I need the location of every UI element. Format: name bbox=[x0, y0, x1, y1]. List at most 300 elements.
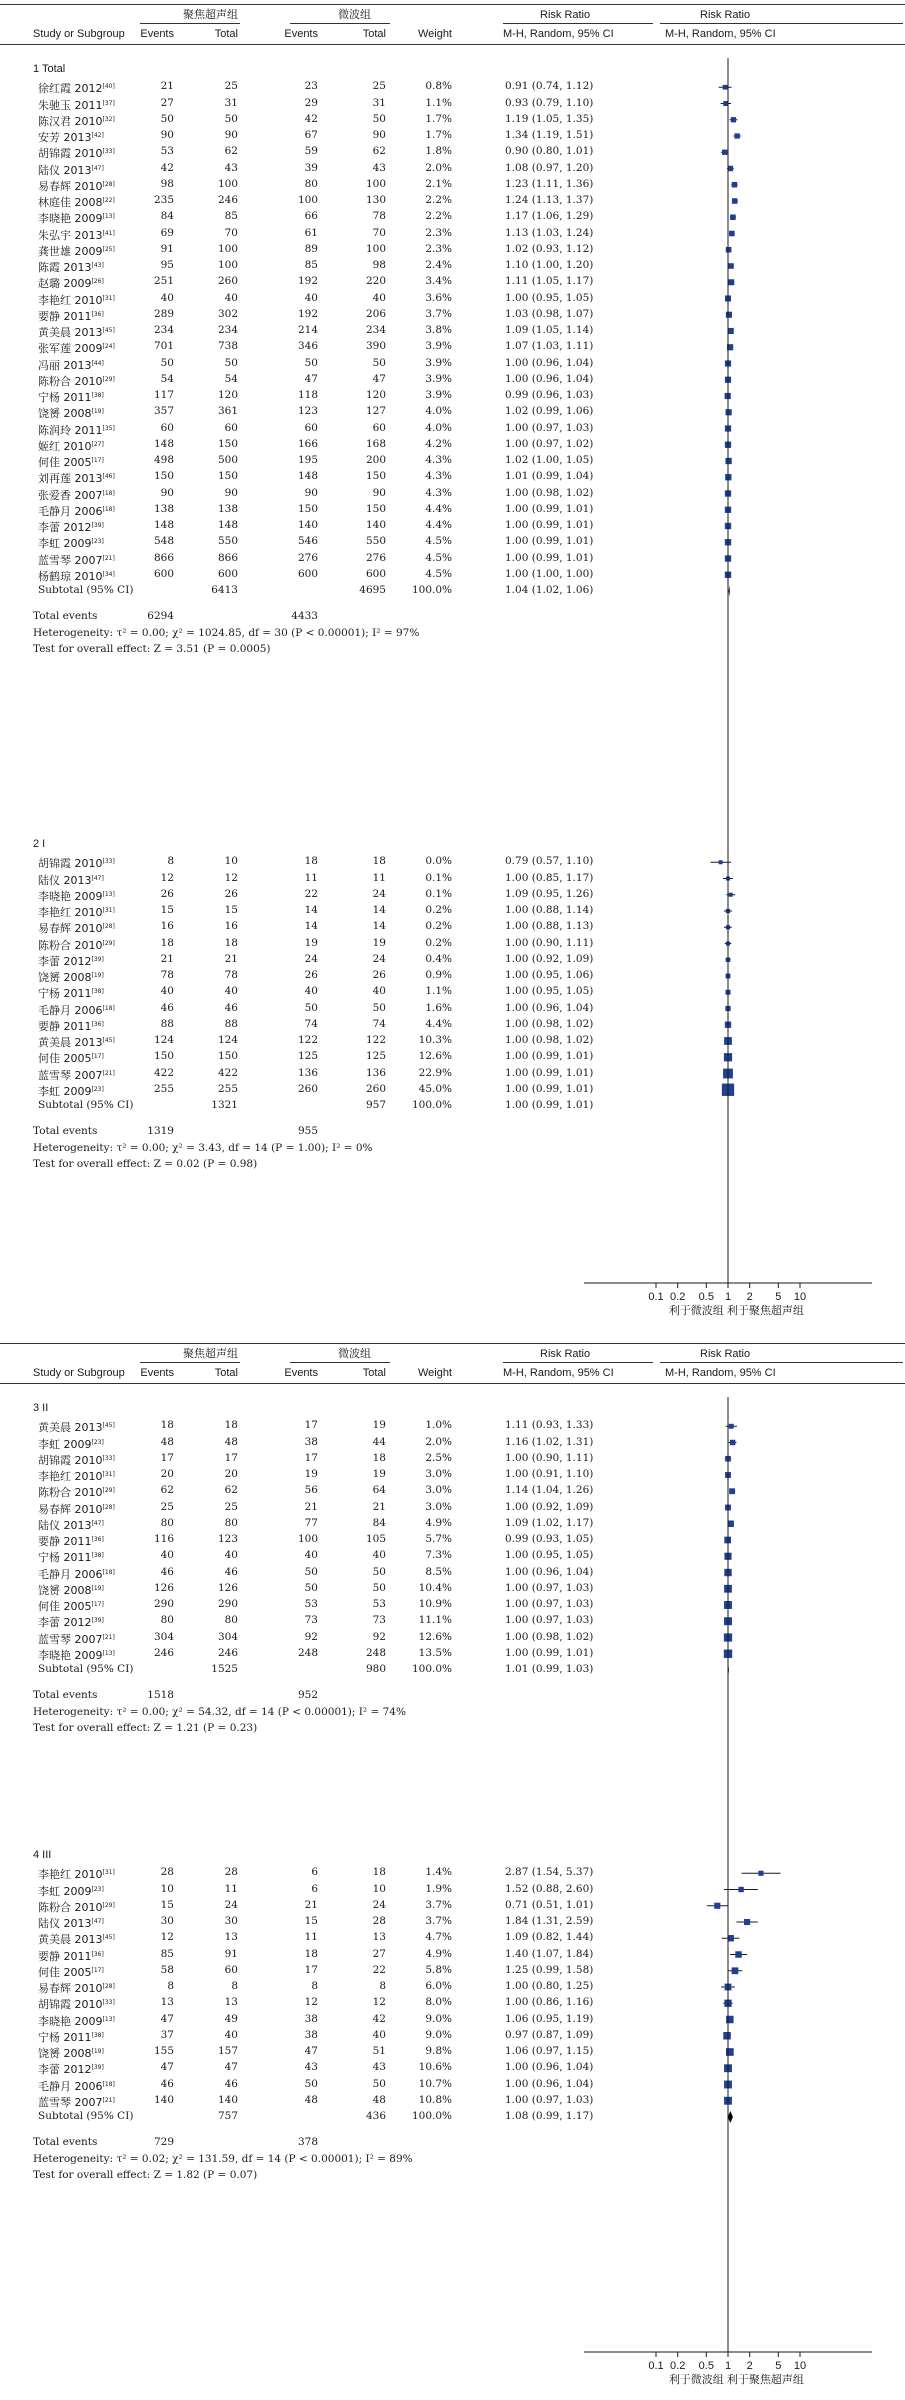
weight-value: 9.8% bbox=[425, 2045, 452, 2057]
events-exp: 80 bbox=[160, 1516, 174, 1529]
subtotal-total-ctrl: 436 bbox=[365, 2110, 386, 2122]
study-name bbox=[38, 1597, 104, 1614]
weight-value: 3.4% bbox=[425, 275, 452, 288]
total-ctrl: 40 bbox=[372, 291, 386, 304]
study-label: 胡锦霞 2010 bbox=[38, 1998, 103, 2012]
group-ctrl-header: 微波组 bbox=[338, 1348, 371, 1360]
study-box bbox=[723, 2032, 731, 2040]
total-exp: 60 bbox=[224, 1963, 238, 1976]
risk-ratio-ci: 1.34 (1.19, 1.51) bbox=[505, 129, 594, 141]
study-name bbox=[38, 1451, 115, 1468]
events-ctrl: 17 bbox=[304, 1419, 318, 1432]
total-exp: 255 bbox=[217, 1082, 238, 1095]
subtotal-diamond bbox=[729, 585, 730, 597]
study-box bbox=[725, 425, 731, 431]
study-label: 胡锦霞 2010 bbox=[38, 147, 103, 161]
axis-top-tick-label: 0.5 bbox=[698, 1291, 714, 1303]
study-ref: [28] bbox=[102, 1503, 115, 1511]
study-box bbox=[732, 198, 738, 204]
study-name bbox=[38, 502, 115, 519]
study-label: 饶赟 2008 bbox=[38, 407, 92, 421]
study-name bbox=[38, 291, 115, 308]
study-label: 陆仪 2013 bbox=[38, 873, 92, 887]
weight-value: 10.9% bbox=[418, 1598, 452, 1610]
subtotal-rr-ci: 1.01 (0.99, 1.03) bbox=[505, 1663, 594, 1675]
subtotal-total-exp: 1525 bbox=[211, 1663, 238, 1675]
weight-header: Weight bbox=[417, 1367, 452, 1379]
total-events-ctrl: 378 bbox=[297, 2136, 318, 2149]
events-exp: 10 bbox=[160, 1882, 174, 1895]
risk-ratio-ci: 1.00 (0.91, 1.10) bbox=[505, 1468, 594, 1480]
study-name bbox=[38, 193, 115, 210]
study-ref: [23] bbox=[91, 1438, 104, 1446]
total-exp: 150 bbox=[217, 1050, 238, 1063]
events-ctrl: 29 bbox=[304, 96, 318, 109]
total-exp: 90 bbox=[224, 129, 238, 141]
study-box bbox=[725, 377, 731, 383]
risk-ratio-ci: 0.99 (0.96, 1.03) bbox=[505, 389, 594, 401]
risk-ratio-ci: 1.00 (0.96, 1.04) bbox=[505, 356, 594, 369]
total-exp: 246 bbox=[217, 1646, 238, 1659]
study-label: 李蕾 2012 bbox=[38, 954, 92, 968]
study-box bbox=[728, 263, 734, 269]
events-ctrl: 100 bbox=[297, 1533, 318, 1545]
risk-ratio-ci: 1.02 (1.00, 1.05) bbox=[505, 454, 594, 466]
total-ctrl: 92 bbox=[372, 1630, 386, 1643]
weight-value: 5.8% bbox=[425, 1963, 452, 1976]
study-label: 李晓艳 2009 bbox=[38, 1648, 103, 1662]
total-ctrl: 100 bbox=[365, 242, 386, 255]
weight-value: 4.3% bbox=[425, 454, 452, 466]
events-exp: 47 bbox=[160, 2012, 174, 2025]
study-label: 李蕾 2012 bbox=[38, 2063, 92, 2077]
group-exp-underline bbox=[140, 23, 240, 24]
study-name bbox=[38, 1565, 115, 1582]
events-ctrl: 26 bbox=[304, 969, 318, 981]
study-name bbox=[38, 177, 115, 194]
subtotal-diamond bbox=[728, 2111, 733, 2123]
total-ctrl: 73 bbox=[372, 1614, 386, 1627]
weight-value: 1.9% bbox=[425, 1882, 452, 1895]
risk-ratio-ci: 1.00 (0.92, 1.09) bbox=[505, 952, 594, 965]
total-exp: 246 bbox=[217, 194, 238, 206]
total-ctrl: 27 bbox=[372, 1947, 386, 1960]
study-label: 冯丽 2013 bbox=[38, 358, 92, 372]
risk-ratio-ci: 1.09 (1.05, 1.14) bbox=[505, 324, 594, 336]
risk-ratio-ci: 1.00 (0.97, 1.02) bbox=[505, 437, 594, 450]
study-box bbox=[728, 279, 734, 285]
subgroup-title: 3 II bbox=[33, 1402, 49, 1414]
risk-ratio-ci: 1.01 (0.99, 1.04) bbox=[505, 470, 594, 483]
events-exp: 28 bbox=[160, 1866, 174, 1879]
total-ctrl: 24 bbox=[372, 952, 386, 965]
study-ref: [43] bbox=[91, 262, 104, 269]
subgroup-title: 2 I bbox=[33, 838, 46, 850]
axis-top-tick-label: 0.1 bbox=[648, 1291, 664, 1303]
events-exp: 255 bbox=[153, 1082, 174, 1095]
events-ctrl: 140 bbox=[297, 519, 318, 531]
risk-ratio-ci: 1.08 (0.97, 1.20) bbox=[505, 161, 594, 174]
total-header: Total bbox=[214, 28, 238, 40]
rr-text-underline bbox=[503, 23, 653, 24]
weight-value: 4.0% bbox=[425, 421, 452, 434]
events-ctrl: 214 bbox=[297, 324, 318, 336]
events-ctrl: 85 bbox=[304, 259, 318, 271]
total-ctrl: 14 bbox=[372, 904, 386, 916]
weight-value: 8.0% bbox=[425, 1996, 452, 2009]
events-ctrl: 192 bbox=[297, 307, 318, 320]
study-label: 饶赟 2008 bbox=[38, 971, 92, 984]
total-ctrl: 168 bbox=[365, 437, 386, 450]
study-name bbox=[38, 404, 104, 421]
study-box bbox=[724, 2097, 732, 2105]
total-exp: 738 bbox=[217, 340, 238, 353]
study-name bbox=[38, 226, 115, 243]
study-ref: [18] bbox=[102, 489, 115, 497]
weight-value: 9.0% bbox=[425, 2028, 452, 2041]
risk-ratio-ci: 1.40 (1.07, 1.84) bbox=[505, 1947, 594, 1960]
total-ctrl: 51 bbox=[372, 2045, 386, 2057]
events-ctrl: 40 bbox=[304, 1549, 318, 1562]
total-exp: 100 bbox=[217, 259, 238, 271]
events-exp: 15 bbox=[160, 1898, 174, 1911]
risk-ratio-ci: 1.00 (0.85, 1.17) bbox=[505, 871, 594, 884]
total-exp: 550 bbox=[217, 535, 238, 548]
total-ctrl: 19 bbox=[372, 1419, 386, 1432]
study-label: 陈粉合 2010 bbox=[38, 1486, 103, 1500]
study-box bbox=[725, 1456, 731, 1462]
study-ref: [17] bbox=[91, 457, 104, 464]
study-name bbox=[38, 984, 104, 1001]
subtotal-total-exp: 1321 bbox=[211, 1099, 238, 1111]
weight-value: 10.6% bbox=[418, 2061, 452, 2074]
events-exp: 54 bbox=[160, 372, 174, 385]
subtotal-total-ctrl: 980 bbox=[365, 1663, 386, 1675]
total-ctrl: 18 bbox=[372, 1866, 386, 1879]
study-name bbox=[38, 274, 104, 291]
study-name bbox=[38, 567, 115, 584]
study-box bbox=[727, 1935, 733, 1941]
subtotal-label: Subtotal (95% CI) bbox=[38, 1663, 134, 1675]
study-ref: [33] bbox=[102, 1454, 115, 1462]
total-ctrl: 140 bbox=[365, 519, 386, 531]
events-ctrl: 118 bbox=[297, 389, 318, 401]
total-exp: 422 bbox=[217, 1066, 238, 1079]
study-box bbox=[725, 523, 731, 529]
study-label: 要静 2011 bbox=[38, 1535, 92, 1548]
events-exp: 17 bbox=[160, 1451, 174, 1464]
study-label: 饶赟 2008 bbox=[38, 1583, 92, 1597]
events-exp: 50 bbox=[160, 356, 174, 369]
total-exp: 91 bbox=[224, 1947, 238, 1960]
events-exp: 21 bbox=[160, 80, 174, 93]
events-ctrl: 6 bbox=[311, 1882, 318, 1895]
axis-top-tick-label: 2 bbox=[746, 1291, 753, 1303]
total-exp: 46 bbox=[224, 1001, 238, 1014]
total-events-ctrl: 955 bbox=[297, 1125, 318, 1138]
weight-value: 10.8% bbox=[418, 2093, 452, 2106]
events-exp: 18 bbox=[160, 1419, 174, 1432]
study-ref: [34] bbox=[102, 570, 115, 578]
weight-value: 2.3% bbox=[425, 226, 452, 239]
subgroup-title: 4 III bbox=[33, 1849, 52, 1861]
study-ref: [40] bbox=[102, 83, 115, 91]
events-exp: 50 bbox=[160, 112, 174, 125]
study-name bbox=[38, 2028, 104, 2045]
risk-ratio-ci: 1.16 (1.02, 1.31) bbox=[505, 1435, 594, 1448]
events-exp: 12 bbox=[160, 1931, 174, 1944]
study-name bbox=[38, 1995, 115, 2012]
study-ref: [28] bbox=[102, 180, 115, 188]
total-exp: 140 bbox=[217, 2093, 238, 2106]
study-box bbox=[726, 247, 732, 253]
risk-ratio-ci: 1.00 (0.97, 1.03) bbox=[505, 2093, 594, 2106]
weight-value: 3.6% bbox=[425, 291, 452, 304]
table-header-rule bbox=[0, 44, 905, 45]
events-ctrl: 11 bbox=[304, 1931, 318, 1944]
study-label: 蓝雪琴 2007 bbox=[38, 1068, 103, 1082]
total-ctrl: 248 bbox=[365, 1646, 386, 1659]
total-ctrl: 42 bbox=[372, 2012, 386, 2025]
subtotal-weight: 100.0% bbox=[411, 584, 452, 596]
risk-ratio-ci: 0.71 (0.51, 1.01) bbox=[505, 1898, 594, 1911]
events-exp: 548 bbox=[153, 535, 174, 548]
heterogeneity-stat: Heterogeneity: τ² = 0.02; χ² = 131.59, df = 14 (P < 0.00001); I² = 89% bbox=[33, 2152, 413, 2165]
risk-ratio-ci: 1.00 (0.97, 1.03) bbox=[505, 1581, 594, 1594]
total-ctrl: 130 bbox=[365, 194, 386, 206]
study-label: 朱驰玉 2011 bbox=[38, 98, 103, 112]
weight-value: 4.9% bbox=[425, 1947, 452, 1960]
total-ctrl: 50 bbox=[372, 2077, 386, 2090]
study-box bbox=[724, 1633, 732, 1641]
total-exp: 866 bbox=[217, 551, 238, 564]
total-exp: 18 bbox=[224, 1419, 238, 1432]
study-label: 李虹 2009 bbox=[38, 1884, 92, 1898]
study-label: 徐红霞 2012 bbox=[38, 82, 103, 96]
risk-ratio-ci: 1.23 (1.11, 1.36) bbox=[505, 177, 594, 190]
weight-value: 0.8% bbox=[425, 80, 452, 93]
risk-ratio-ci: 1.00 (0.90, 1.11) bbox=[505, 1451, 594, 1464]
events-ctrl: 38 bbox=[304, 2012, 318, 2025]
study-box bbox=[732, 1967, 739, 1974]
study-box bbox=[758, 1871, 763, 1876]
total-exp: 47 bbox=[224, 2061, 238, 2074]
weight-value: 3.9% bbox=[425, 389, 452, 401]
study-label: 李虹 2009 bbox=[38, 1084, 92, 1098]
study-label: 黄美晨 2013 bbox=[38, 1421, 103, 1435]
study-ref: [35] bbox=[102, 424, 115, 432]
weight-value: 3.8% bbox=[425, 324, 452, 336]
rr-plot-sub: M-H, Random, 95% CI bbox=[665, 28, 776, 40]
study-name bbox=[38, 339, 115, 356]
study-col-header: Study or Subgroup bbox=[33, 28, 125, 40]
rr-text-sub: M-H, Random, 95% CI bbox=[503, 28, 614, 40]
study-ref: [47] bbox=[91, 874, 104, 882]
total-ctrl: 70 bbox=[372, 226, 386, 239]
study-box bbox=[726, 990, 731, 995]
study-label: 陈汉君 2010 bbox=[38, 114, 103, 128]
total-exp: 50 bbox=[224, 112, 238, 125]
events-ctrl: 80 bbox=[304, 177, 318, 190]
study-label: 何佳 2005 bbox=[38, 456, 92, 469]
risk-ratio-ci: 1.13 (1.03, 1.24) bbox=[505, 226, 594, 239]
total-ctrl: 150 bbox=[365, 470, 386, 483]
events-ctrl: 56 bbox=[304, 1484, 318, 1497]
events-ctrl: 38 bbox=[304, 1435, 318, 1448]
study-ref: [29] bbox=[102, 1901, 115, 1909]
subtotal-label: Subtotal (95% CI) bbox=[38, 584, 134, 596]
study-name bbox=[38, 1017, 104, 1034]
study-ref: [32] bbox=[102, 115, 115, 123]
total-exp: 88 bbox=[224, 1017, 238, 1030]
events-exp: 246 bbox=[153, 1646, 174, 1659]
study-ref: [36] bbox=[91, 1950, 104, 1958]
total-ctrl: 18 bbox=[372, 855, 386, 868]
total-ctrl: 78 bbox=[372, 210, 386, 223]
rr-text-underline bbox=[503, 1362, 653, 1363]
study-box bbox=[723, 1069, 733, 1079]
events-ctrl: 40 bbox=[304, 985, 318, 998]
events-header: Events bbox=[140, 28, 174, 40]
total-ctrl: 22 bbox=[372, 1963, 386, 1976]
total-exp: 302 bbox=[217, 307, 238, 320]
study-box bbox=[724, 1569, 731, 1576]
study-label: 黄美晨 2013 bbox=[38, 1933, 103, 1947]
total-exp: 15 bbox=[224, 904, 238, 916]
study-label: 毛静月 2006 bbox=[38, 504, 103, 518]
events-ctrl: 14 bbox=[304, 920, 318, 933]
total-exp: 80 bbox=[224, 1614, 238, 1627]
risk-ratio-ci: 1.00 (0.88, 1.14) bbox=[505, 904, 594, 916]
study-ref: [13] bbox=[102, 1649, 115, 1657]
total-ctrl: 64 bbox=[372, 1484, 386, 1497]
total-ctrl: 8 bbox=[379, 1980, 386, 1992]
study-label: 蓝雪琴 2007 bbox=[38, 2095, 103, 2109]
events-exp: 8 bbox=[167, 855, 174, 868]
study-name bbox=[38, 1882, 104, 1899]
study-box bbox=[725, 555, 731, 561]
study-box bbox=[735, 133, 740, 138]
total-ctrl: 40 bbox=[372, 1549, 386, 1562]
events-ctrl: 74 bbox=[304, 1017, 318, 1030]
study-name bbox=[38, 1033, 115, 1050]
study-box bbox=[726, 312, 732, 318]
subtotal-rr-ci: 1.00 (0.99, 1.01) bbox=[505, 1099, 594, 1111]
study-box bbox=[725, 295, 731, 301]
events-ctrl: 15 bbox=[304, 1915, 318, 1927]
events-exp: 138 bbox=[153, 502, 174, 515]
study-label: 朱弘宇 2013 bbox=[38, 228, 103, 242]
study-label: 毛静月 2006 bbox=[38, 2079, 103, 2093]
total-events-exp: 1518 bbox=[147, 1689, 174, 1702]
study-ref: [18] bbox=[102, 505, 115, 513]
total-exp: 148 bbox=[217, 519, 238, 531]
study-label: 张爱香 2007 bbox=[38, 488, 103, 502]
axis-top-tick-label: 10 bbox=[793, 1291, 807, 1303]
group-ctrl-underline bbox=[290, 1362, 390, 1363]
study-name bbox=[38, 887, 115, 904]
total-exp: 17 bbox=[224, 1451, 238, 1464]
study-label: 宁杨 2011 bbox=[38, 1551, 92, 1565]
study-name bbox=[38, 356, 104, 373]
study-label: 李晓艳 2009 bbox=[38, 2014, 103, 2028]
total-ctrl: 122 bbox=[365, 1034, 386, 1046]
events-ctrl: 53 bbox=[304, 1598, 318, 1610]
total-exp: 16 bbox=[224, 920, 238, 933]
events-ctrl: 100 bbox=[297, 194, 318, 206]
events-exp: 116 bbox=[153, 1533, 174, 1545]
study-box bbox=[725, 393, 731, 399]
study-ref: [36] bbox=[91, 1020, 104, 1028]
study-ref: [23] bbox=[91, 1085, 104, 1093]
group-exp-header: 聚焦超声组 bbox=[183, 1348, 238, 1360]
events-ctrl: 50 bbox=[304, 2077, 318, 2090]
study-ref: [41] bbox=[102, 229, 115, 237]
events-ctrl: 11 bbox=[304, 871, 318, 884]
study-label: 要静 2011 bbox=[38, 1019, 92, 1033]
total-events-label: Total events bbox=[33, 1125, 98, 1138]
study-name bbox=[38, 1467, 115, 1484]
study-label: 杨鹤琼 2010 bbox=[38, 569, 103, 583]
total-exp: 62 bbox=[224, 145, 238, 158]
study-label: 安芳 2013 bbox=[38, 131, 92, 144]
events-exp: 37 bbox=[160, 2028, 174, 2041]
study-box bbox=[731, 117, 736, 122]
study-box bbox=[726, 2016, 734, 2024]
total-ctrl: 234 bbox=[365, 324, 386, 336]
weight-value: 4.5% bbox=[425, 567, 452, 580]
events-exp: 46 bbox=[160, 2077, 174, 2090]
events-exp: 150 bbox=[153, 470, 174, 483]
risk-ratio-ci: 1.00 (0.88, 1.13) bbox=[505, 920, 594, 933]
weight-value: 5.7% bbox=[425, 1533, 452, 1545]
total-exp: 13 bbox=[224, 1996, 238, 2009]
weight-value: 10.4% bbox=[418, 1581, 452, 1594]
total-ctrl: 100 bbox=[365, 177, 386, 190]
events-exp: 60 bbox=[160, 421, 174, 434]
risk-ratio-ci: 1.11 (0.93, 1.33) bbox=[505, 1419, 594, 1432]
weight-value: 0.4% bbox=[425, 952, 452, 965]
axis-bottom-tick-label: 0.2 bbox=[670, 2360, 686, 2372]
total-events-label: Total events bbox=[33, 2136, 98, 2149]
risk-ratio-ci: 1.06 (0.97, 1.15) bbox=[505, 2045, 594, 2057]
risk-ratio-ci: 1.07 (1.03, 1.11) bbox=[505, 340, 594, 353]
rr-text-title: Risk Ratio bbox=[540, 1348, 591, 1360]
events-ctrl: 50 bbox=[304, 356, 318, 369]
events-ctrl: 21 bbox=[304, 1500, 318, 1513]
study-label: 陈润玲 2011 bbox=[38, 423, 103, 437]
total-exp: 40 bbox=[224, 985, 238, 998]
events-exp: 117 bbox=[153, 389, 174, 401]
risk-ratio-ci: 1.00 (0.97, 1.03) bbox=[505, 1614, 594, 1627]
weight-value: 4.7% bbox=[425, 1931, 452, 1944]
events-ctrl: 59 bbox=[304, 145, 318, 158]
subtotal-label: Subtotal (95% CI) bbox=[38, 2110, 134, 2122]
events-exp: 251 bbox=[153, 275, 174, 288]
weight-value: 4.5% bbox=[425, 551, 452, 564]
events-exp: 21 bbox=[160, 952, 174, 965]
events-ctrl: 148 bbox=[297, 470, 318, 483]
total-exp: 260 bbox=[217, 275, 238, 288]
risk-ratio-ci: 1.00 (0.99, 1.01) bbox=[505, 1066, 594, 1079]
weight-value: 3.0% bbox=[425, 1468, 452, 1480]
study-name bbox=[38, 1418, 115, 1435]
total-exp: 49 bbox=[224, 2012, 238, 2025]
risk-ratio-ci: 1.00 (0.95, 1.05) bbox=[505, 1549, 594, 1562]
total-events-label: Total events bbox=[33, 1689, 98, 1702]
axis-top-tick-label: 5 bbox=[775, 1291, 782, 1303]
subtotal-weight: 100.0% bbox=[411, 1663, 452, 1675]
